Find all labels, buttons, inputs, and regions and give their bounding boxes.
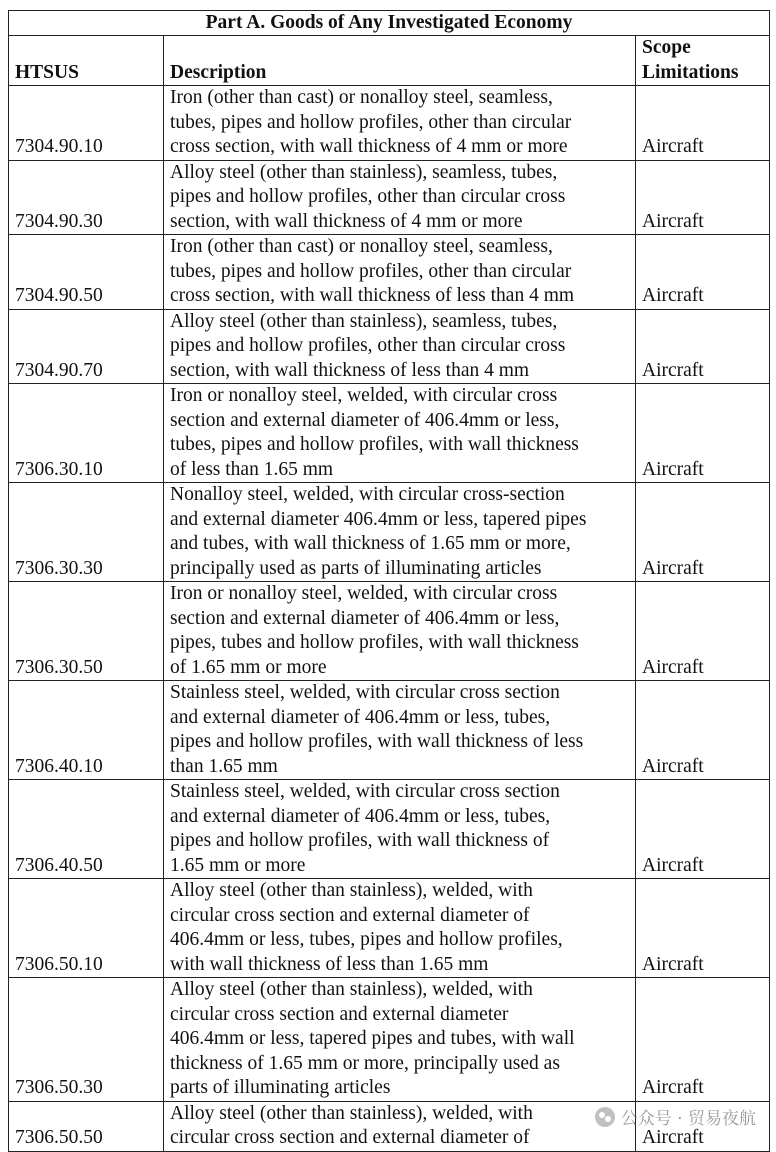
table-row xyxy=(9,582,770,681)
part-title-row xyxy=(9,11,770,36)
description-cell: Iron (other than cast) or nonalloy steel, seamless, tubes, pipes and hollow profiles, other than circular cross section, with wall thickness of 4 mm or more xyxy=(164,86,636,161)
scope-cell: Aircraft xyxy=(636,309,770,384)
table-row xyxy=(9,86,770,161)
description-cell: Alloy steel (other than stainless), welded, with circular cross section and external diameter of 406.4mm or less, tubes, pipes and hollow profiles, with wall thickness of less than 1.65 mm xyxy=(164,879,636,978)
scope-cell: Aircraft xyxy=(636,235,770,310)
scope-cell: Aircraft xyxy=(636,681,770,780)
scope-limitations-header: Scope Limitations xyxy=(636,36,770,86)
scope-cell: Aircraft xyxy=(636,978,770,1102)
htsus-code-cell: 7304.90.50 xyxy=(9,235,164,310)
htsus-code-cell: 7306.30.30 xyxy=(9,483,164,582)
htsus-code-cell: 7304.90.30 xyxy=(9,160,164,235)
htsus-code-cell: 7306.40.50 xyxy=(9,780,164,879)
description-cell: Alloy steel (other than stainless), welded, with circular cross section and external diameter 406.4mm or less, tapered pipes and tubes, with wall thickness of 1.65 mm or more, principally used as parts of illuminating articles xyxy=(164,978,636,1102)
watermark xyxy=(595,1104,756,1129)
description-cell: Stainless steel, welded, with circular cross section and external diameter of 406.4mm or less, tubes, pipes and hollow profiles, with wall thickness of 1.65 mm or more xyxy=(164,780,636,879)
description-cell: Iron or nonalloy steel, welded, with circular cross section and external diameter of 406.4mm or less, tubes, pipes and hollow profiles, with wall thickness of less than 1.65 mm xyxy=(164,384,636,483)
htsus-code-cell: 7306.30.50 xyxy=(9,582,164,681)
document-page xyxy=(8,10,769,1152)
scope-cell: Aircraft xyxy=(636,384,770,483)
htsus-code-cell: 7306.50.50 xyxy=(9,1101,164,1151)
description-header: Description xyxy=(164,36,636,86)
scope-cell: Aircraft xyxy=(636,1101,770,1151)
description-cell: Nonalloy steel, welded, with circular cross-section and external diameter 406.4mm or less, tapered pipes and tubes, with wall thickness of 1.65 mm or more, principally used as parts of illuminating articles xyxy=(164,483,636,582)
watermark-text: 公众号 · 贸易夜航 xyxy=(620,1109,756,1129)
part-title: Part A. Goods of Any Investigated Economy xyxy=(9,11,770,36)
header-row xyxy=(9,36,770,86)
table-row xyxy=(9,879,770,978)
table-row xyxy=(9,681,770,780)
wechat-icon xyxy=(595,1107,615,1127)
htsus-code-cell: 7304.90.10 xyxy=(9,86,164,161)
htsus-code-cell: 7306.40.10 xyxy=(9,681,164,780)
hts-table xyxy=(8,10,770,1152)
table-row xyxy=(9,384,770,483)
table-row xyxy=(9,978,770,1102)
table-row xyxy=(9,483,770,582)
table-row xyxy=(9,160,770,235)
scope-cell: Aircraft xyxy=(636,86,770,161)
description-cell: Iron or nonalloy steel, welded, with circular cross section and external diameter of 406.4mm or less, pipes, tubes and hollow profiles, with wall thickness of 1.65 mm or more xyxy=(164,582,636,681)
scope-cell: Aircraft xyxy=(636,160,770,235)
description-cell: Iron (other than cast) or nonalloy steel, seamless, tubes, pipes and hollow profiles, other than circular cross section, with wall thickness of less than 4 mm xyxy=(164,235,636,310)
description-cell: Alloy steel (other than stainless), seamless, tubes, pipes and hollow profiles, other than circular cross section, with wall thickness of 4 mm or more xyxy=(164,160,636,235)
scope-cell: Aircraft xyxy=(636,780,770,879)
table-row xyxy=(9,780,770,879)
table-row xyxy=(9,235,770,310)
table-row xyxy=(9,309,770,384)
htsus-code-cell: 7304.90.70 xyxy=(9,309,164,384)
description-cell: Alloy steel (other than stainless), welded, with circular cross section and external diameter of xyxy=(164,1101,636,1151)
description-cell: Stainless steel, welded, with circular cross section and external diameter of 406.4mm or less, tubes, pipes and hollow profiles, with wall thickness of less than 1.65 mm xyxy=(164,681,636,780)
htsus-header: HTSUS xyxy=(9,36,164,86)
description-cell: Alloy steel (other than stainless), seamless, tubes, pipes and hollow profiles, other than circular cross section, with wall thickness of less than 4 mm xyxy=(164,309,636,384)
htsus-code-cell: 7306.50.10 xyxy=(9,879,164,978)
scope-cell: Aircraft xyxy=(636,483,770,582)
htsus-code-cell: 7306.50.30 xyxy=(9,978,164,1102)
scope-cell: Aircraft xyxy=(636,582,770,681)
htsus-code-cell: 7306.30.10 xyxy=(9,384,164,483)
scope-cell: Aircraft xyxy=(636,879,770,978)
